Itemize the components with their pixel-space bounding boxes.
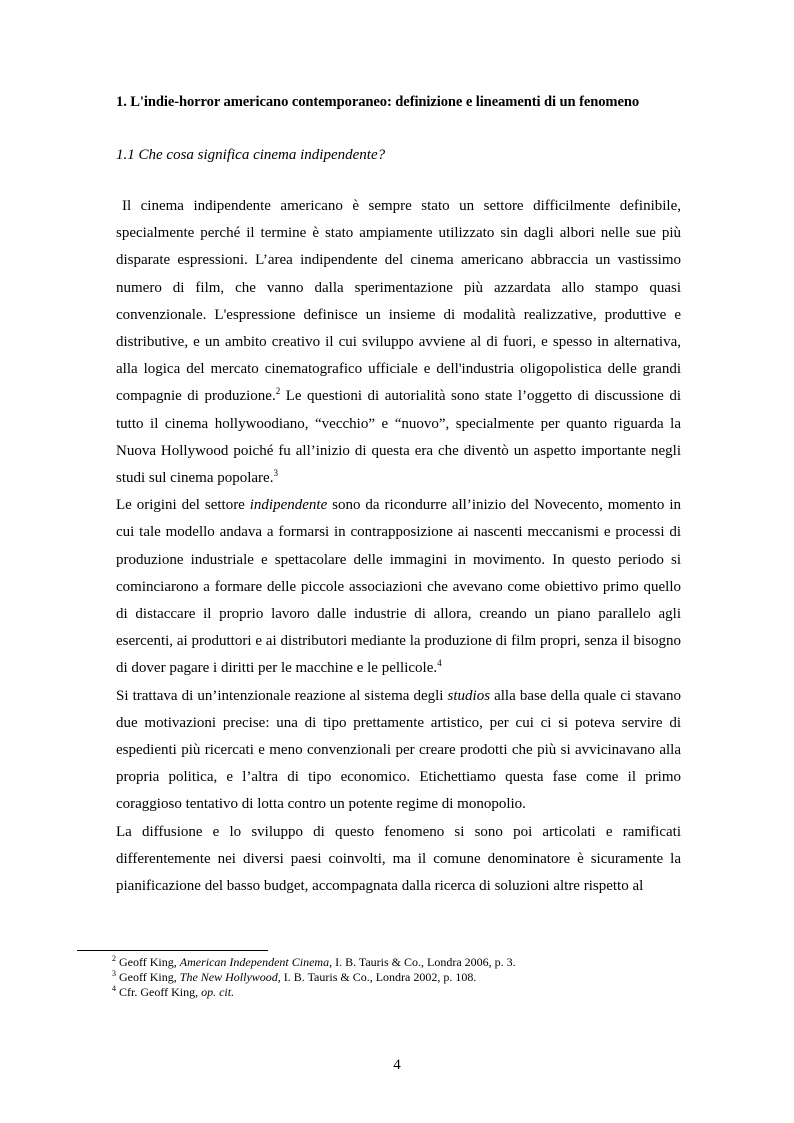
chapter-title: 1. L'indie-horror americano contemporaneo: definizione e lineamenti di un fenomeno: [116, 94, 640, 110]
footnote-text: Geoff King,: [116, 955, 180, 969]
paragraph-2: [116, 492, 681, 682]
paragraph-1: [116, 193, 681, 492]
footnote-text: Cfr. Geoff King,: [116, 985, 202, 999]
paragraph-3-emphasis: studios: [447, 687, 491, 704]
page-number: 4: [393, 1057, 401, 1073]
paragraph-2-text-b: sono da ricondurre all’inizio del Novecento, momento in cui tale modello andava a formarsi in contrapposizione ai nascenti meccanismi e processi di produzione industriale e spettacolare delle immagini in movimento. In questo periodo si cominciarono a formare delle piccole associazioni che avevano come obiettivo primo quello di distaccare il proprio lavoro dalle industrie di allora, creando un piano parallelo agli esercenti, ai produttori e ai distributori mediante la produzione di film propri, senza il bisogno di dover pagare i diritti per le macchine e le pellicole.: [116, 497, 681, 677]
footnote-text: , I. B. Tauris & Co., Londra 2002, p. 108.: [277, 970, 477, 984]
footnote-number: 2: [112, 954, 116, 963]
paragraph-3-text-a: Si trattava di un’intenzionale reazione al sistema degli: [116, 687, 448, 704]
footnote-text: Geoff King,: [116, 970, 180, 984]
paragraph-1-text-b: Le questioni di autorialità sono state l’oggetto di discussione di tutto il cinema hollywoodiano, “vecchio” e “nuovo”, specialmente per quanto riguarda la Nuova Hollywood poiché fu all’inizio di questa era che diventò un aspetto importante negli studi sul cinema popolare.: [116, 388, 681, 487]
footnote-title: American Independent Cinema: [179, 955, 330, 969]
paragraph-3: [116, 683, 681, 819]
paragraph-2-text-a: Le origini del settore: [116, 497, 250, 514]
paragraph-3-text-b: alla base della quale ci stavano due motivazioni precise: una di tipo prettamente artistico, per cui ci si poteva servire di espedienti più ricercati e meno convenzionali per creare prodotti che più si avvicinavano alla propria politica, e l’altra di tipo economico. Etichettiamo questa fase come il primo coraggioso tentativo di lotta contro un potente regime di monopolio.: [116, 687, 681, 813]
footnote-number: 4: [112, 984, 116, 993]
footnote-ref-2: 2: [275, 386, 281, 397]
paragraph-1-text-a: Il cinema indipendente americano è sempre stato un settore difficilmente definibile, specialmente perché il termine è stato ampiamente utilizzato sin dagli albori nelle sue più disparate espressioni. L’area indipendente del cinema americano abbraccia un vastissimo numero di film, che vanno dalla sperimentazione più azzardata allo stampo quasi convenzionale. L'espressione definisce un insieme di modalità realizzative, produttive e distributive, e un ambito creativo il cui sviluppo avviene al di fuori, e spesso in alternativa, alla logica del mercato cinematografico ufficiale e dell'industria oligopolistica delle grandi compagnie di produzione.: [116, 198, 681, 405]
paragraph-4: La diffusione e lo sviluppo di questo fenomeno si sono poi articolati e ramificati differentemente nei diversi paesi coinvolti, ma il comune denominatore è sicuramente la pianificazione del basso budget, accompagnata dalla ricerca di soluzioni altre rispetto al: [116, 823, 681, 895]
footnote-ref-3: 3: [273, 468, 278, 479]
section-title: 1.1 Che cosa significa cinema indipendente?: [116, 147, 386, 163]
footnote-separator: [77, 950, 268, 951]
page-content: [116, 94, 681, 900]
footnote-text: , I. B. Tauris & Co., Londra 2006, p. 3.: [329, 955, 516, 969]
body-text: [116, 193, 681, 900]
footnote-number: 3: [112, 969, 116, 978]
footnote-3: [112, 970, 516, 985]
footnote-ref-4: 4: [437, 658, 442, 669]
footnote-2: [112, 955, 516, 970]
footnotes: [112, 955, 516, 1000]
footnote-4: [112, 985, 516, 1000]
footnote-title: The New Hollywood: [179, 970, 278, 984]
paragraph-2-emphasis: indipendente: [249, 497, 328, 514]
footnote-title: op. cit.: [201, 985, 235, 999]
